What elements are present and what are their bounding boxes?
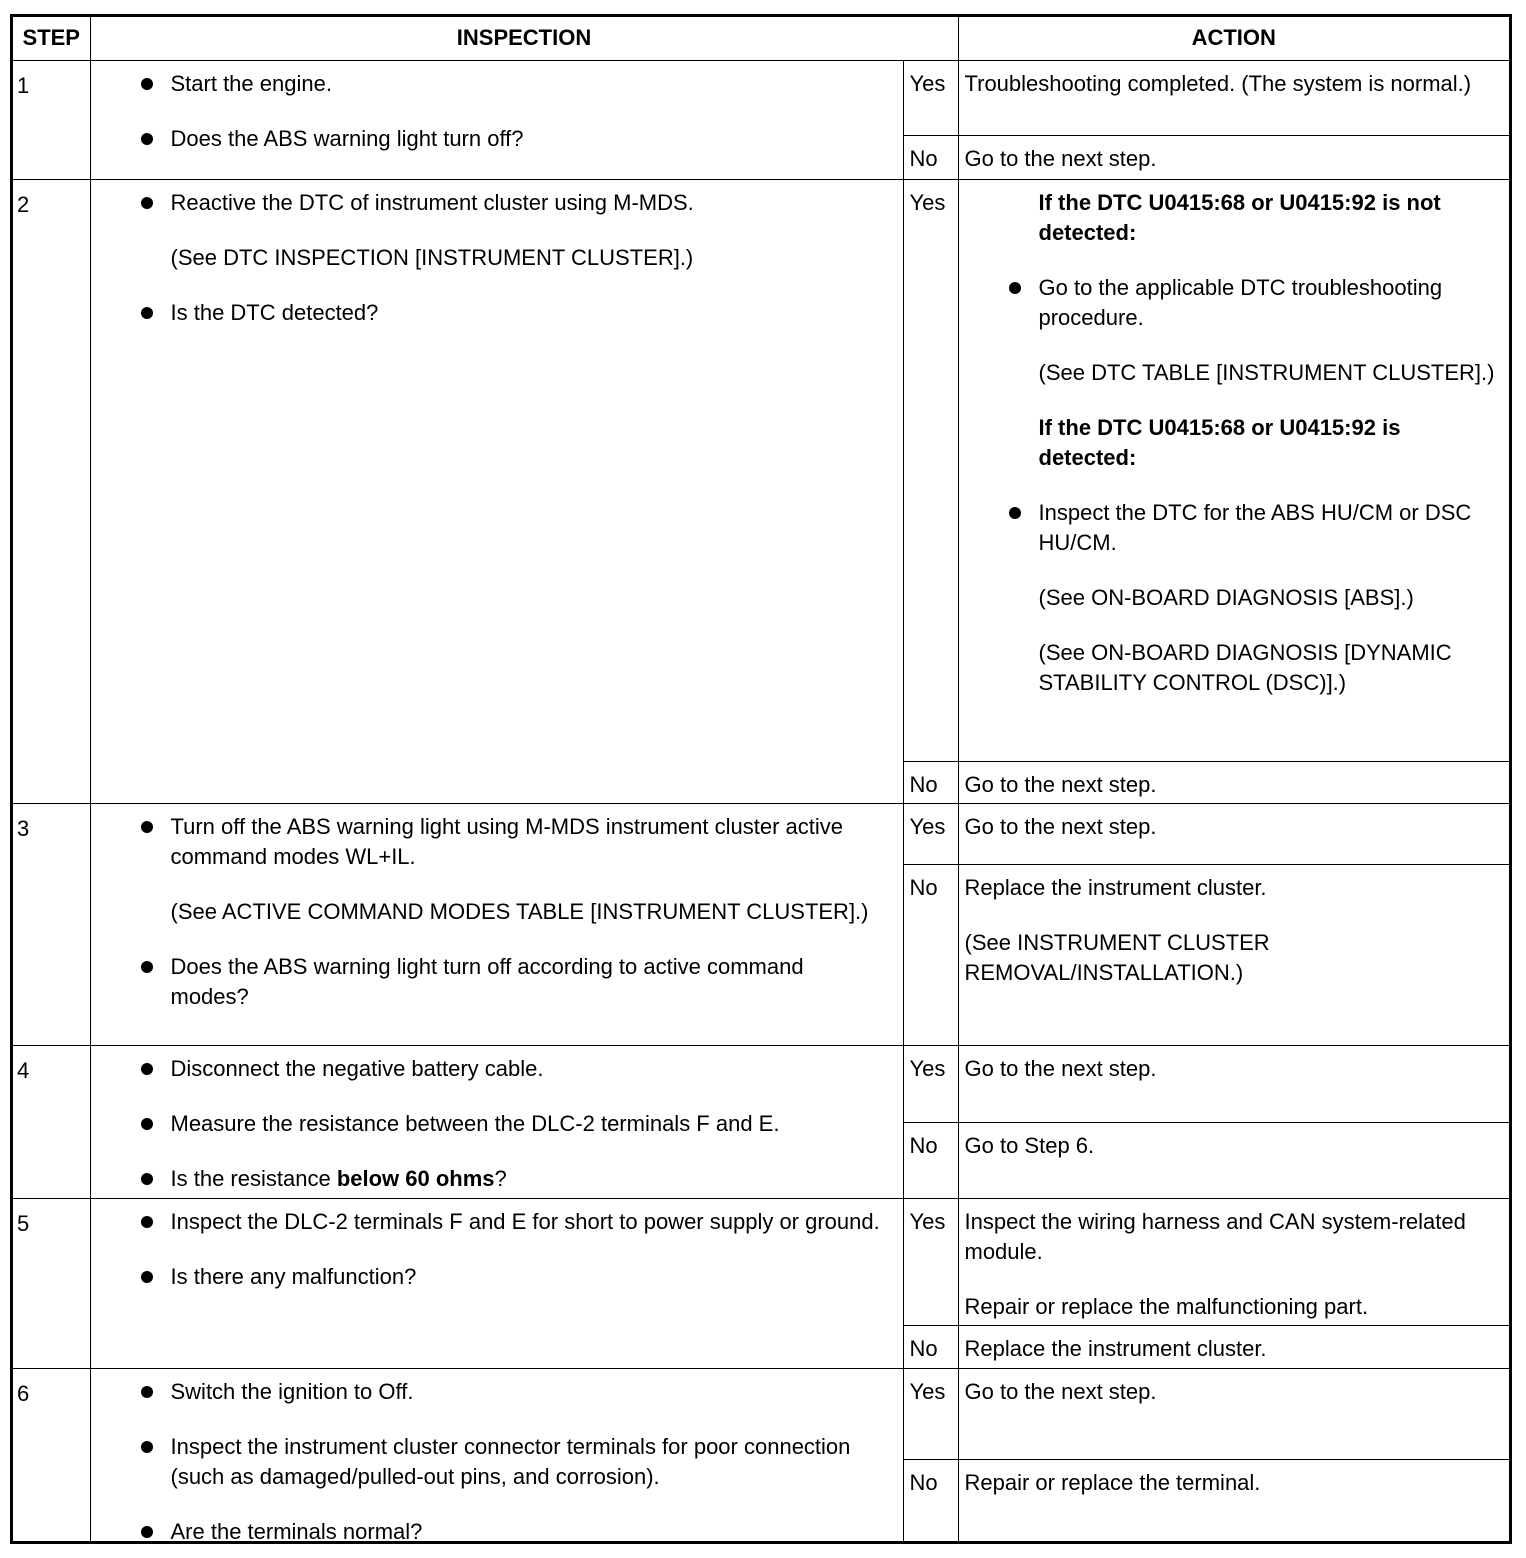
action-text: Go to the next step. — [964, 145, 1157, 171]
action-condition-heading: If the DTC U0415:68 or U0415:92 is detected: — [1038, 414, 1401, 470]
step-number-cell — [13, 179, 90, 803]
bullet-icon — [141, 1386, 153, 1398]
no-label: No — [909, 771, 938, 797]
step-number-cell — [13, 803, 90, 1045]
troubleshooting-sheet — [10, 14, 1512, 1544]
yes-label: Yes — [909, 1378, 946, 1404]
bullet-icon — [141, 1441, 153, 1453]
bullet-icon — [141, 1173, 153, 1185]
action-text: Troubleshooting completed. (The system is normal.) — [964, 70, 1472, 96]
step-number: 3 — [17, 815, 30, 841]
action-cell — [958, 135, 1509, 179]
bullet-icon — [141, 1063, 153, 1075]
action-text: Repair or replace the malfunctioning part. — [964, 1293, 1369, 1319]
no-label: No — [909, 1469, 938, 1495]
bullet-icon — [141, 307, 153, 319]
header-inspection: INSPECTION — [90, 17, 958, 60]
header-step: STEP — [13, 17, 90, 60]
no-label: No — [909, 1132, 938, 1158]
table-row — [13, 1368, 1509, 1459]
action-condition-heading: If the DTC U0415:68 or U0415:92 is not detected: — [1038, 189, 1441, 245]
inspection-item: Switch the ignition to Off. — [91, 1377, 883, 1407]
inspection-cell — [90, 1198, 903, 1368]
bullet-icon — [141, 1271, 153, 1283]
inspection-item: Does the ABS warning light turn off according to active command modes? — [91, 952, 883, 1012]
no-cell — [903, 135, 958, 179]
inspection-item: Does the ABS warning light turn off? — [91, 124, 883, 154]
action-item: Inspect the DTC for the ABS HU/CM or DSC HU/CM. — [959, 498, 1498, 558]
inspection-cell — [90, 60, 903, 179]
inspection-item: Start the engine. — [91, 69, 883, 99]
action-reference: (See DTC TABLE [INSTRUMENT CLUSTER].) — [1038, 359, 1495, 385]
action-text: Repair or replace the terminal. — [964, 1469, 1261, 1495]
bullet-icon — [141, 133, 153, 145]
yes-label: Yes — [909, 70, 946, 96]
step-number: 4 — [17, 1057, 30, 1083]
yes-cell — [903, 1368, 958, 1459]
action-cell — [958, 1122, 1509, 1198]
inspection-item: Reactive the DTC of instrument cluster using M-MDS. — [91, 188, 883, 218]
bullet-icon — [141, 1526, 153, 1538]
step-number: 5 — [17, 1210, 30, 1236]
bullet-icon — [1009, 282, 1021, 294]
action-cell — [958, 803, 1509, 864]
action-cell — [958, 864, 1509, 1045]
step-number-cell — [13, 1198, 90, 1368]
bullet-icon — [1009, 507, 1021, 519]
action-text: Inspect the wiring harness and CAN system-related module. — [964, 1208, 1466, 1264]
action-cell — [958, 1198, 1509, 1325]
table-header-row — [13, 17, 1509, 60]
action-cell — [958, 1459, 1509, 1544]
action-cell — [958, 1368, 1509, 1459]
yes-cell — [903, 803, 958, 864]
action-reference: (See INSTRUMENT CLUSTER REMOVAL/INSTALLATION.) — [964, 929, 1270, 985]
bullet-icon — [141, 961, 153, 973]
inspection-reference: (See ACTIVE COMMAND MODES TABLE [INSTRUMENT CLUSTER].) — [170, 898, 869, 924]
inspection-item: Disconnect the negative battery cable. — [91, 1054, 883, 1084]
inspection-item: Inspect the instrument cluster connector terminals for poor connection (such as damaged/pulled-out pins, and corrosion). — [91, 1432, 883, 1492]
no-cell — [903, 1459, 958, 1544]
action-cell — [958, 1325, 1509, 1368]
action-cell — [958, 60, 1509, 135]
no-label: No — [909, 1335, 938, 1361]
inspection-item: Inspect the DLC-2 terminals F and E for short to power supply or ground. — [91, 1207, 883, 1237]
yes-cell — [903, 179, 958, 761]
bullet-icon — [141, 821, 153, 833]
inspection-cell — [90, 1368, 903, 1544]
action-text: Replace the instrument cluster. — [964, 1335, 1267, 1361]
inspection-cell — [90, 803, 903, 1045]
inspection-item: Is the resistance below 60 ohms? — [91, 1164, 883, 1194]
inspection-item: Is the DTC detected? — [91, 298, 883, 328]
bullet-icon — [141, 1118, 153, 1130]
inspection-item: Turn off the ABS warning light using M-MDS instrument cluster active command modes WL+IL. — [91, 812, 883, 872]
step-number-cell — [13, 1368, 90, 1544]
inspection-cell — [90, 179, 903, 803]
no-label: No — [909, 874, 938, 900]
action-reference: (See ON-BOARD DIAGNOSIS [DYNAMIC STABILITY CONTROL (DSC)].) — [1038, 639, 1452, 695]
no-cell — [903, 1325, 958, 1368]
yes-label: Yes — [909, 1055, 946, 1081]
table-row — [13, 803, 1509, 864]
table-row — [13, 1045, 1509, 1122]
action-text: Go to the next step. — [964, 771, 1157, 797]
yes-label: Yes — [909, 189, 946, 215]
step-number-cell — [13, 1045, 90, 1198]
action-cell — [958, 179, 1509, 761]
yes-label: Yes — [909, 1208, 946, 1234]
table-row — [13, 60, 1509, 135]
action-text: Replace the instrument cluster. — [964, 874, 1267, 900]
step-number: 1 — [17, 72, 30, 98]
step-number: 6 — [17, 1380, 30, 1406]
table-row — [13, 179, 1509, 761]
action-text: Go to Step 6. — [964, 1132, 1095, 1158]
action-cell — [958, 1045, 1509, 1122]
action-text: Go to the next step. — [964, 813, 1157, 839]
step-number-cell — [13, 60, 90, 179]
bullet-icon — [141, 78, 153, 90]
action-reference: (See ON-BOARD DIAGNOSIS [ABS].) — [1038, 584, 1414, 610]
no-cell — [903, 864, 958, 1045]
header-action: ACTION — [958, 17, 1509, 60]
bullet-icon — [141, 197, 153, 209]
troubleshooting-table — [13, 17, 1509, 1544]
inspection-item: Measure the resistance between the DLC-2 terminals F and E. — [91, 1109, 883, 1139]
table-row — [13, 1198, 1509, 1325]
step-number: 2 — [17, 191, 30, 217]
no-cell — [903, 1122, 958, 1198]
action-text: Go to the next step. — [964, 1378, 1157, 1404]
yes-cell — [903, 60, 958, 135]
yes-cell — [903, 1045, 958, 1122]
action-item: Go to the applicable DTC troubleshooting procedure. — [959, 273, 1498, 333]
inspection-item: Is there any malfunction? — [91, 1262, 883, 1292]
inspection-item: Are the terminals normal? — [91, 1517, 883, 1545]
no-cell — [903, 761, 958, 803]
yes-cell — [903, 1198, 958, 1325]
yes-label: Yes — [909, 813, 946, 839]
no-label: No — [909, 145, 938, 171]
inspection-reference: (See DTC INSPECTION [INSTRUMENT CLUSTER].) — [170, 244, 694, 270]
inspection-cell — [90, 1045, 903, 1198]
bullet-icon — [141, 1216, 153, 1228]
action-cell — [958, 761, 1509, 803]
action-text: Go to the next step. — [964, 1055, 1157, 1081]
